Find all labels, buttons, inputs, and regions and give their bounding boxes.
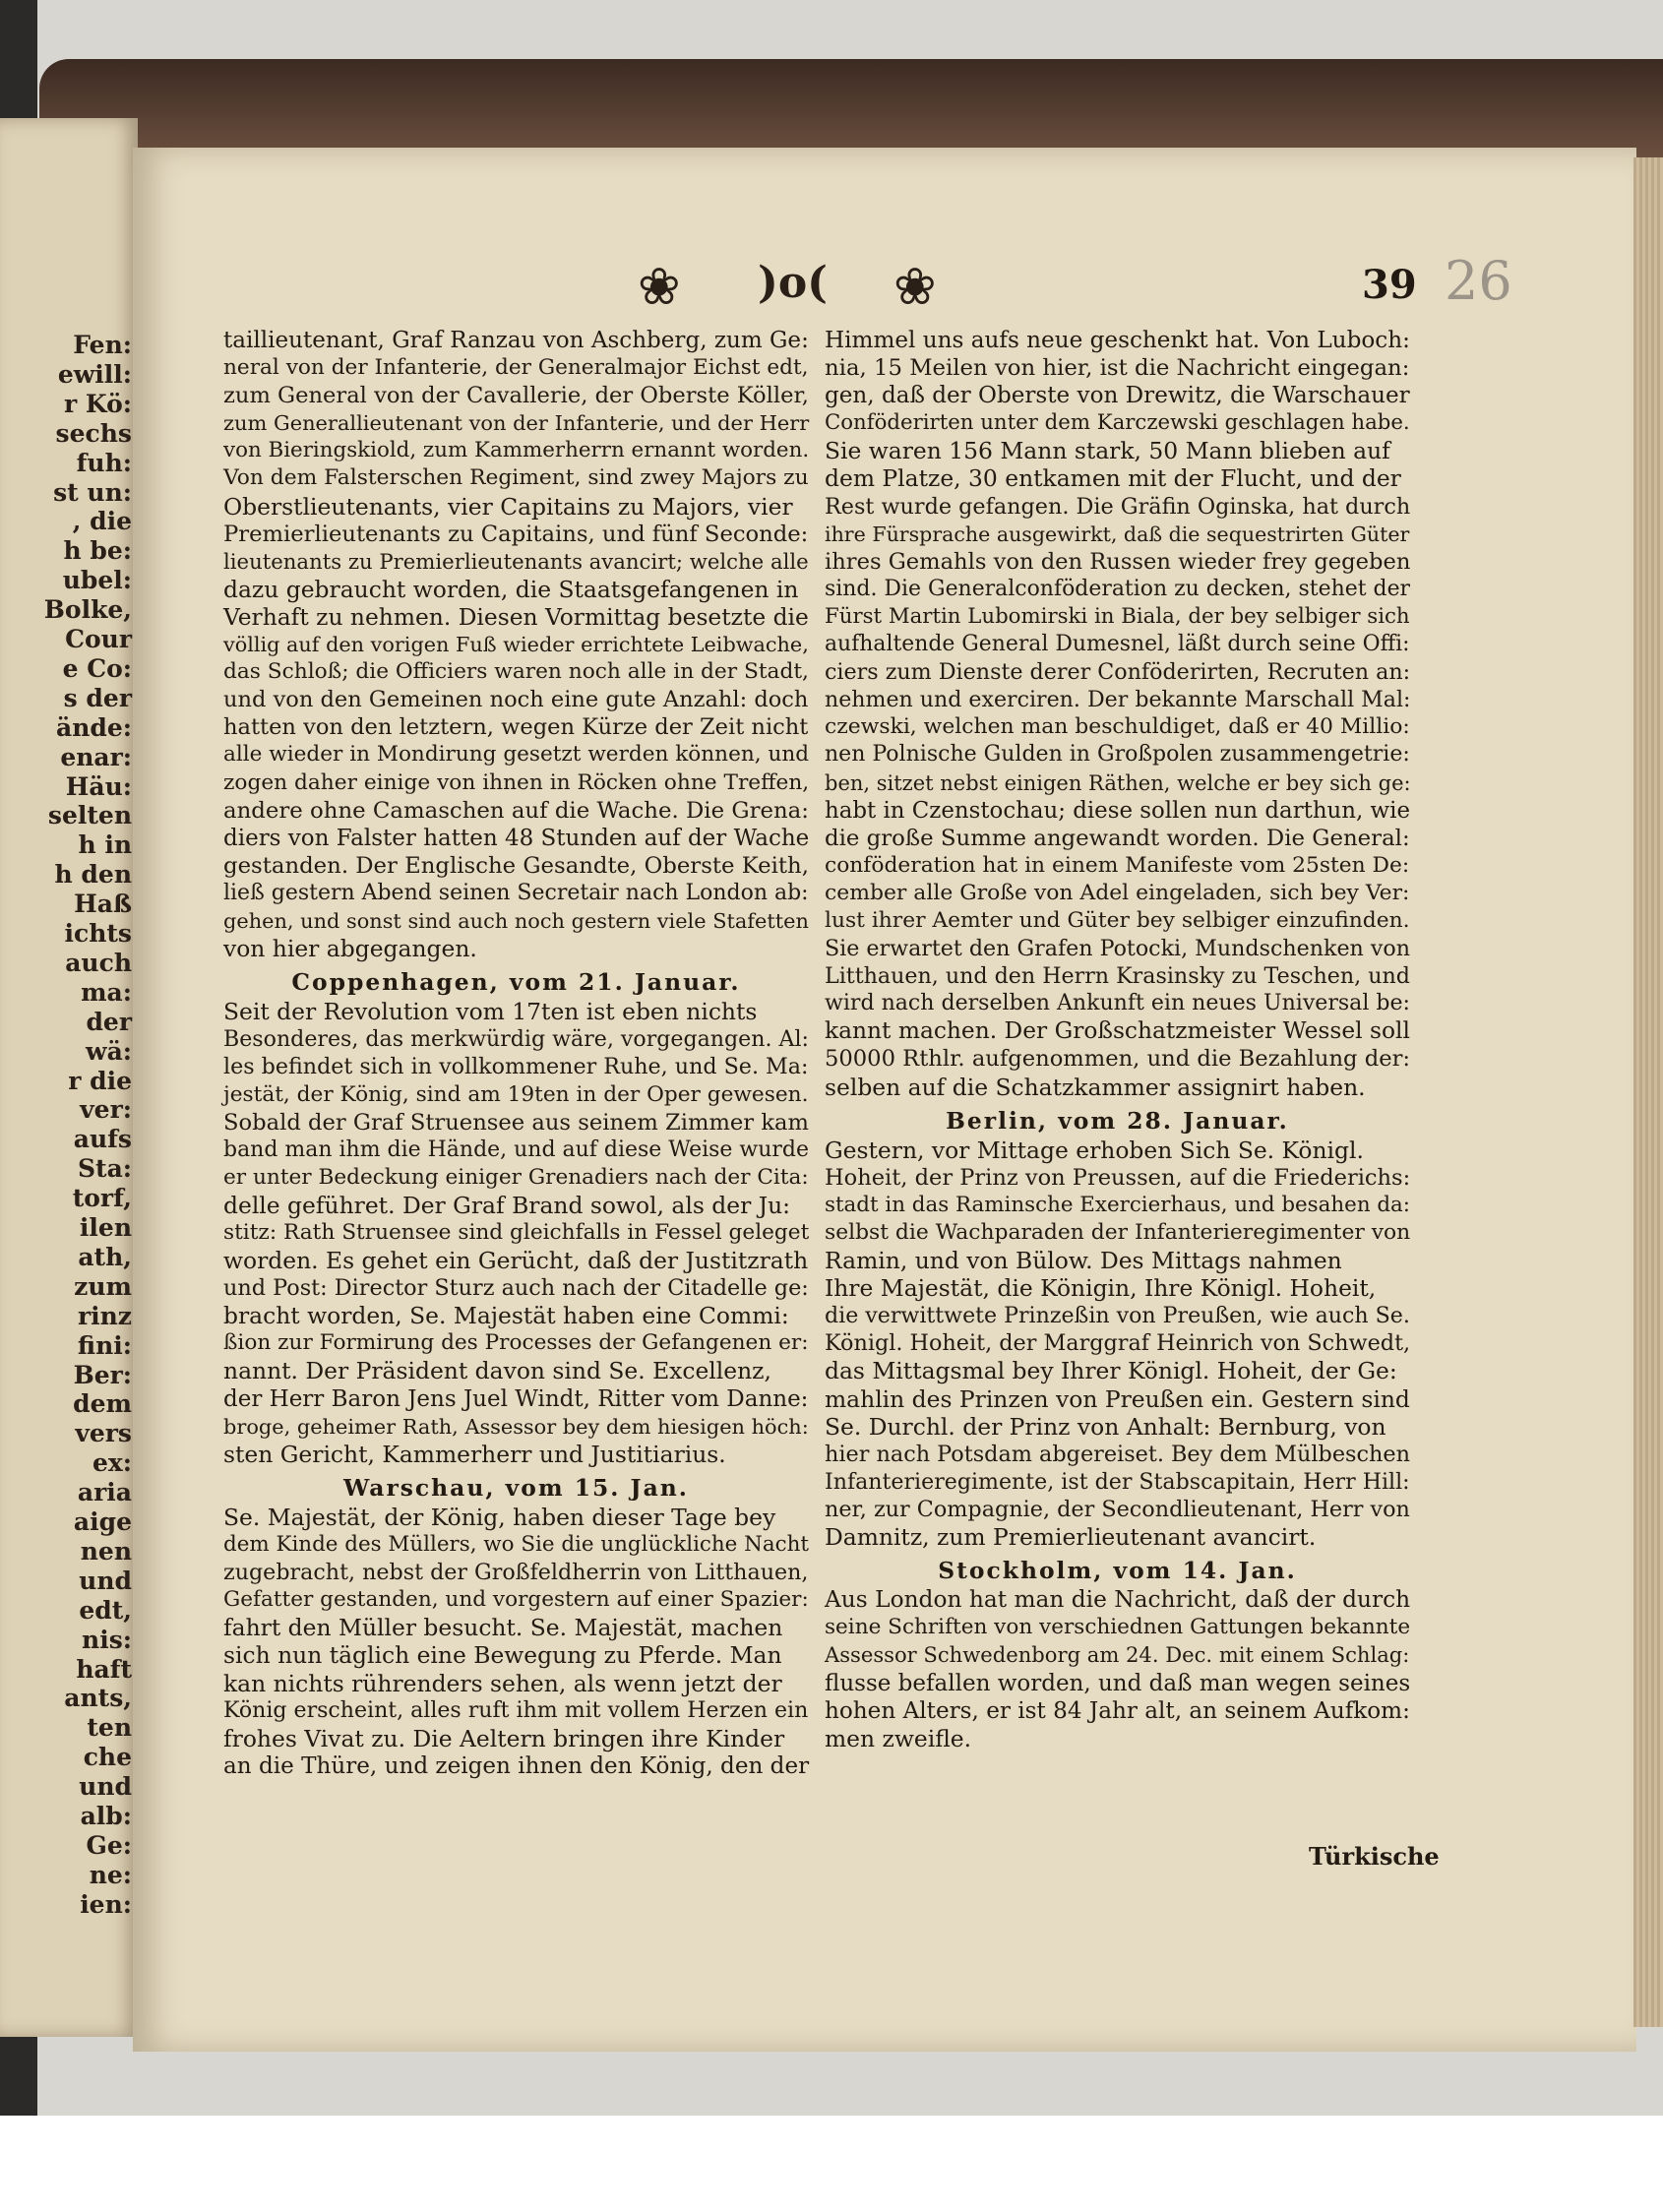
- text-line: ließ gestern Abend seinen Secretair nach London ab:: [223, 880, 809, 905]
- text-line: Oberstlieutenants, vier Capitains zu Majors, vier: [223, 492, 793, 521]
- edge-text-fragment: zum: [74, 1271, 132, 1301]
- text-line: worden. Es gehet ein Gerücht, daß der Justitzrath: [223, 1247, 809, 1275]
- text-line: hohen Alters, er ist 84 Jahr alt, an seinem Aufkom:: [825, 1697, 1410, 1724]
- text-line: selbst die Wachparaden der Infanterieregimenter von: [825, 1220, 1411, 1245]
- edge-text-fragment: Haß: [74, 890, 132, 919]
- edge-text-fragment: edt,: [79, 1595, 132, 1625]
- text-line: die große Summe angewandt worden. Die General:: [825, 825, 1410, 851]
- text-line: nannt. Der Präsident davon sind Se. Excellenz,: [223, 1357, 771, 1385]
- text-line: Aus London hat man die Nachricht, daß der durch: [825, 1586, 1411, 1614]
- edge-text-fragment: h be:: [63, 536, 132, 566]
- edge-text-fragment: ten: [87, 1713, 132, 1743]
- edge-text-fragment: selten: [47, 801, 132, 830]
- edge-text-fragment: nen: [80, 1536, 132, 1566]
- edge-text-fragment: che: [83, 1743, 132, 1772]
- text-line: Besonderes, das merkwürdig wäre, vorgegangen. Al:: [223, 1026, 809, 1053]
- text-line: König erscheint, alles ruft ihm mit vollem Herzen ein: [223, 1697, 809, 1723]
- text-line: delle geführet. Der Graf Brand sowol, als der Ju:: [223, 1191, 791, 1219]
- text-line: Fürst Martin Lubomirski in Biala, der bey selbiger sich: [825, 603, 1410, 629]
- text-line: Litthauen, und den Herrn Krasinsky zu Teschen, und: [825, 963, 1410, 990]
- section-heading: Warschau, vom 15. Jan.: [343, 1473, 689, 1502]
- text-line: Assessor Schwedenborg am 24. Dec. mit einem Schlag:: [825, 1642, 1410, 1668]
- edge-text-fragment: h in: [78, 830, 132, 860]
- edge-text-fragment: ichts: [64, 919, 132, 948]
- text-line: taillieutenant, Graf Ranzau von Aschberg, zum Ge:: [223, 328, 809, 353]
- left-page-edge: [0, 118, 138, 2037]
- page-fore-edge: [1633, 157, 1663, 2027]
- text-line: Conföderirten unter dem Karczewski geschlagen habe.: [825, 410, 1410, 436]
- text-line: nen Polnische Gulden in Großpolen zusammengetrie:: [825, 742, 1410, 768]
- left-column: [223, 327, 809, 1780]
- ornament-center-icon: )o(: [758, 258, 828, 308]
- text-line: diers von Falster hatten 48 Stunden auf der Wache: [223, 825, 810, 851]
- text-line: Ihre Majestät, die Königin, Ihre Königl. Hoheit,: [825, 1274, 1377, 1303]
- section-heading: Coppenhagen, vom 21. Januar.: [291, 968, 741, 997]
- text-line: wird nach derselben Ankunft ein neues Universal be:: [825, 991, 1410, 1016]
- edge-text-fragment: ver:: [80, 1095, 132, 1125]
- edge-text-fragment: Ge:: [86, 1830, 132, 1860]
- text-line: frohes Vivat zu. Die Aeltern bringen ihre Kinder: [223, 1724, 785, 1752]
- text-line: hier nach Potsdam abgereiset. Bey dem Mülbeschen: [825, 1441, 1410, 1467]
- text-line: aufhaltende General Dumesnel, läßt durch seine Offi:: [825, 632, 1410, 657]
- text-line: Sie erwartet den Grafen Potocki, Mundschenken von: [825, 936, 1410, 962]
- text-line: selben auf die Schatzkammer assignirt haben.: [825, 1073, 1366, 1101]
- text-line: cember alle Große von Adel eingeladen, sich bey Ver:: [825, 880, 1410, 905]
- text-line: andere ohne Camaschen auf die Wache. Die Grena:: [223, 797, 809, 824]
- text-line: flusse befallen worden, und daß man wegen seines: [825, 1670, 1411, 1696]
- edge-text-fragment: vers: [75, 1419, 132, 1448]
- text-line: zugebracht, nebst der Großfeldherrin von Litthauen,: [223, 1560, 809, 1586]
- edge-text-fragment: aria: [77, 1478, 132, 1507]
- edge-text-fragment: aige: [73, 1507, 132, 1536]
- text-line: gehen, und sonst sind auch noch gestern viele Stafetten: [223, 908, 809, 933]
- edge-text-fragment: dem: [73, 1389, 132, 1419]
- text-line: an die Thüre, und zeigen ihnen den König, den der: [223, 1752, 810, 1779]
- text-line: ihre Fürsprache ausgewirkt, daß die sequestrirten Güter: [825, 522, 1410, 546]
- edge-text-fragment: enar:: [60, 742, 132, 771]
- ornament-right-icon: ❀: [893, 258, 937, 317]
- text-line: Hoheit, der Prinz von Preussen, auf die Friederichs:: [825, 1164, 1411, 1191]
- text-line: sich nun täglich eine Bewegung zu Pferde. Man: [223, 1641, 782, 1670]
- text-line: Ramin, und von Bülow. Des Mittags nahmen: [825, 1247, 1342, 1275]
- edge-text-fragment: aufs: [73, 1125, 132, 1154]
- text-line: gestanden. Der Englische Gesandte, Oberste Keith,: [223, 852, 809, 879]
- text-line: ciers zum Dienste derer Conföderirten, Recruten an:: [825, 659, 1411, 686]
- text-line: Rest wurde gefangen. Die Gräfin Oginska, hat durch: [825, 493, 1411, 520]
- edge-text-fragment: auch: [65, 948, 132, 977]
- text-line: er unter Bedeckung einiger Grenadiers nach der Cita:: [223, 1164, 809, 1190]
- edge-text-fragment: e Co:: [62, 653, 132, 683]
- text-line: men zweifle.: [825, 1724, 972, 1752]
- edge-text-fragment: fini:: [77, 1330, 132, 1360]
- text-line: zum Generallieutenant von der Infanterie, und der Herr: [223, 411, 810, 436]
- text-line: sind. Die Generalconföderation zu decken, stehet der: [825, 576, 1411, 601]
- text-line: dem Kinde des Müllers, wo Sie die unglückliche Nacht: [223, 1532, 810, 1558]
- text-line: nia, 15 Meilen von hier, ist die Nachricht eingegan:: [825, 355, 1410, 382]
- text-line: und von den Gemeinen noch eine gute Anzahl: doch: [223, 687, 809, 713]
- text-line: seine Schriften von verschiednen Gattungen bekannte: [825, 1615, 1411, 1640]
- text-line: Von dem Falsterschen Regiment, sind zwey Majors zu: [223, 465, 809, 491]
- text-line: Se. Majestät, der König, haben dieser Tage bey: [223, 1503, 776, 1531]
- edge-text-fragment: Sta:: [77, 1154, 132, 1184]
- edge-text-fragment: Cour: [65, 625, 132, 653]
- edge-text-fragment: ath,: [78, 1242, 132, 1271]
- section-heading: Stockholm, vom 14. Jan.: [938, 1557, 1297, 1585]
- text-line: Premierlieutenants zu Capitains, und fünf Seconde:: [223, 521, 809, 547]
- text-line: kan nichts rührenders sehen, als wenn jetzt der: [223, 1669, 782, 1697]
- edge-text-fragment: Ber:: [73, 1360, 132, 1389]
- right-column: [825, 327, 1410, 1752]
- edge-text-fragment: Häu:: [65, 771, 132, 801]
- edge-text-fragment: ien:: [80, 1889, 132, 1919]
- book-top-edge: [39, 59, 1663, 157]
- text-line: ner, zur Compagnie, der Secondlieutenant, Herr von: [825, 1496, 1410, 1522]
- edge-text-fragment: ände:: [56, 712, 132, 742]
- edge-text-fragment: h den: [54, 860, 132, 890]
- text-line: völlig auf den vorigen Fuß wieder errichtete Leibwache,: [223, 633, 809, 657]
- text-line: Königl. Hoheit, der Marggraf Heinrich von Schwedt,: [825, 1330, 1411, 1357]
- edge-text-fragment: alb:: [80, 1802, 132, 1830]
- text-line: Verhaft zu nehmen. Diesen Vormittag besetzte die: [223, 602, 809, 631]
- text-line: der Herr Baron Jens Juel Windt, Ritter vom Danne:: [223, 1385, 809, 1412]
- text-line: ßion zur Formirung des Processes der Gefangenen er:: [223, 1330, 809, 1356]
- edge-text-fragment: haft: [76, 1654, 132, 1684]
- text-line: mahlin des Prinzen von Preußen ein. Gestern sind: [825, 1384, 1410, 1413]
- text-line: die verwittwete Prinzeßin von Preußen, wie auch Se.: [825, 1303, 1410, 1329]
- edge-text-fragment: Bolke,: [43, 595, 132, 625]
- edge-text-fragment: wä:: [86, 1036, 132, 1066]
- edge-text-fragment: und: [79, 1566, 132, 1595]
- text-line: bracht worden, Se. Majestät haben eine Commi:: [223, 1302, 789, 1330]
- edge-text-fragment: s der: [63, 683, 132, 712]
- text-line: nehmen und exerciren. Der bekannte Marschall Mal:: [825, 687, 1411, 713]
- edge-text-fragment: Fen:: [73, 331, 132, 359]
- text-line: gen, daß der Oberste von Drewitz, die Warschauer: [825, 383, 1410, 409]
- text-line: Se. Durchl. der Prinz von Anhalt: Bernburg, von: [825, 1412, 1386, 1441]
- text-line: broge, geheimer Rath, Assessor bey dem hiesigen höch:: [223, 1414, 809, 1439]
- text-line: von hier abgegangen.: [223, 935, 477, 963]
- text-line: 50000 Rthlr. aufgenommen, und die Bezahlung der:: [825, 1046, 1411, 1073]
- page-number: 39: [1362, 262, 1417, 308]
- text-line: Sie waren 156 Mann stark, 50 Mann blieben auf: [825, 437, 1390, 465]
- ornament-left-icon: ❀: [638, 258, 681, 317]
- edge-text-fragment: der: [86, 1007, 132, 1036]
- text-line: dem Platze, 30 entkamen mit der Flucht, und der: [825, 464, 1401, 493]
- text-line: lieutenants zu Premierlieutenants avancirt; welche alle: [223, 548, 809, 574]
- text-line: Damnitz, zum Premierlieutenant avancirt.: [825, 1523, 1317, 1552]
- edge-text-fragment: , die: [72, 507, 132, 536]
- text-line: ben, sitzet nebst einigen Räthen, welche er bey sich ge:: [825, 770, 1411, 795]
- edge-text-fragment: ilen: [79, 1213, 132, 1242]
- text-line: stitz: Rath Struensee sind gleichfalls in Fessel geleget: [223, 1220, 810, 1245]
- text-line: czewski, welchen man beschuldiget, daß er 40 Millio:: [825, 714, 1410, 740]
- edge-text-fragment: sechs: [55, 418, 132, 448]
- text-line: stadt in das Raminsche Exercierhaus, und besahen da:: [825, 1192, 1411, 1217]
- section-heading: Berlin, vom 28. Januar.: [946, 1106, 1289, 1135]
- text-line: dazu gebraucht worden, die Staatsgefangenen in: [223, 575, 799, 603]
- text-line: Infanterieregimente, ist der Stabscapitain, Herr Hill:: [825, 1468, 1410, 1495]
- edge-text-fragment: ma:: [81, 977, 132, 1007]
- edge-text-fragment: r Kö:: [64, 389, 132, 418]
- edge-text-fragment: ubel:: [62, 566, 132, 595]
- edge-text-fragment: und: [79, 1772, 132, 1802]
- text-line: Seit der Revolution vom 17ten ist eben nichts: [223, 998, 758, 1026]
- text-line: Sobald der Graf Struensee aus seinem Zimmer kam: [223, 1109, 809, 1136]
- text-line: Gefatter gestanden, und vorgestern auf einer Spazier:: [223, 1587, 809, 1613]
- pencil-annotation: 26: [1445, 250, 1512, 312]
- catchword: Türkische: [1309, 1842, 1440, 1871]
- text-line: sten Gericht, Kammerherr und Justitiarius.: [223, 1440, 726, 1468]
- text-line: zogen daher einige von ihnen in Röcken ohne Treffen,: [223, 769, 810, 795]
- text-line: Gestern, vor Mittage erhoben Sich Se. Königl.: [825, 1136, 1364, 1164]
- edge-text-fragment: fuh:: [76, 448, 132, 477]
- edge-text-fragment: st un:: [53, 477, 132, 507]
- edge-text-fragment: ewill:: [57, 359, 132, 389]
- text-line: habt in Czenstochau; diese sollen nun darthun, wie: [825, 797, 1410, 824]
- text-line: fahrt den Müller besucht. Se. Majestät, machen: [223, 1614, 783, 1642]
- text-line: jestät, der König, sind am 19ten in der Oper gewesen.: [223, 1081, 809, 1107]
- edge-text-fragment: r die: [68, 1066, 132, 1095]
- text-line: alle wieder in Mondirung gesetzt werden können, und: [223, 742, 810, 768]
- edge-text-fragment: ex:: [92, 1448, 132, 1478]
- text-line: das Schloß; die Officiers waren noch alle in der Stadt,: [223, 659, 809, 685]
- text-line: lust ihrer Aemter und Güter bey selbiger einzufinden.: [825, 907, 1410, 933]
- text-line: conföderation hat in einem Manifeste vom 25sten De:: [825, 852, 1410, 878]
- text-line: von Bieringskiold, zum Kammerherrn ernannt worden.: [223, 438, 810, 463]
- edge-text-fragment: ne:: [89, 1860, 132, 1889]
- text-line: hatten von den letztern, wegen Kürze der Zeit nicht: [223, 714, 809, 741]
- text-line: Himmel uns aufs neue geschenkt hat. Von Luboch:: [825, 328, 1410, 353]
- text-line: das Mittagsmal bey Ihrer Königl. Hoheit, der Ge:: [825, 1357, 1397, 1385]
- edge-text-fragment: ants,: [64, 1684, 132, 1713]
- text-line: und Post: Director Sturz auch nach der Citadelle ge:: [223, 1275, 809, 1302]
- text-line: les befindet sich in vollkommener Ruhe, und Se. Ma:: [223, 1054, 809, 1080]
- text-line: kannt machen. Der Großschatzmeister Wessel soll: [825, 1017, 1410, 1045]
- edge-text-fragment: torf,: [72, 1184, 132, 1213]
- edge-text-fragment: nis:: [82, 1625, 132, 1654]
- edge-text-fragment: rinz: [77, 1301, 132, 1330]
- text-line: ihres Gemahls von den Russen wieder frey gegeben: [825, 548, 1411, 575]
- text-line: zum General von der Cavallerie, der Oberste Köller,: [223, 383, 809, 409]
- text-line: band man ihm die Hände, und auf diese Weise wurde: [223, 1137, 809, 1162]
- text-line: neral von der Infanterie, der Generalmajor Eichst edt,: [223, 355, 809, 381]
